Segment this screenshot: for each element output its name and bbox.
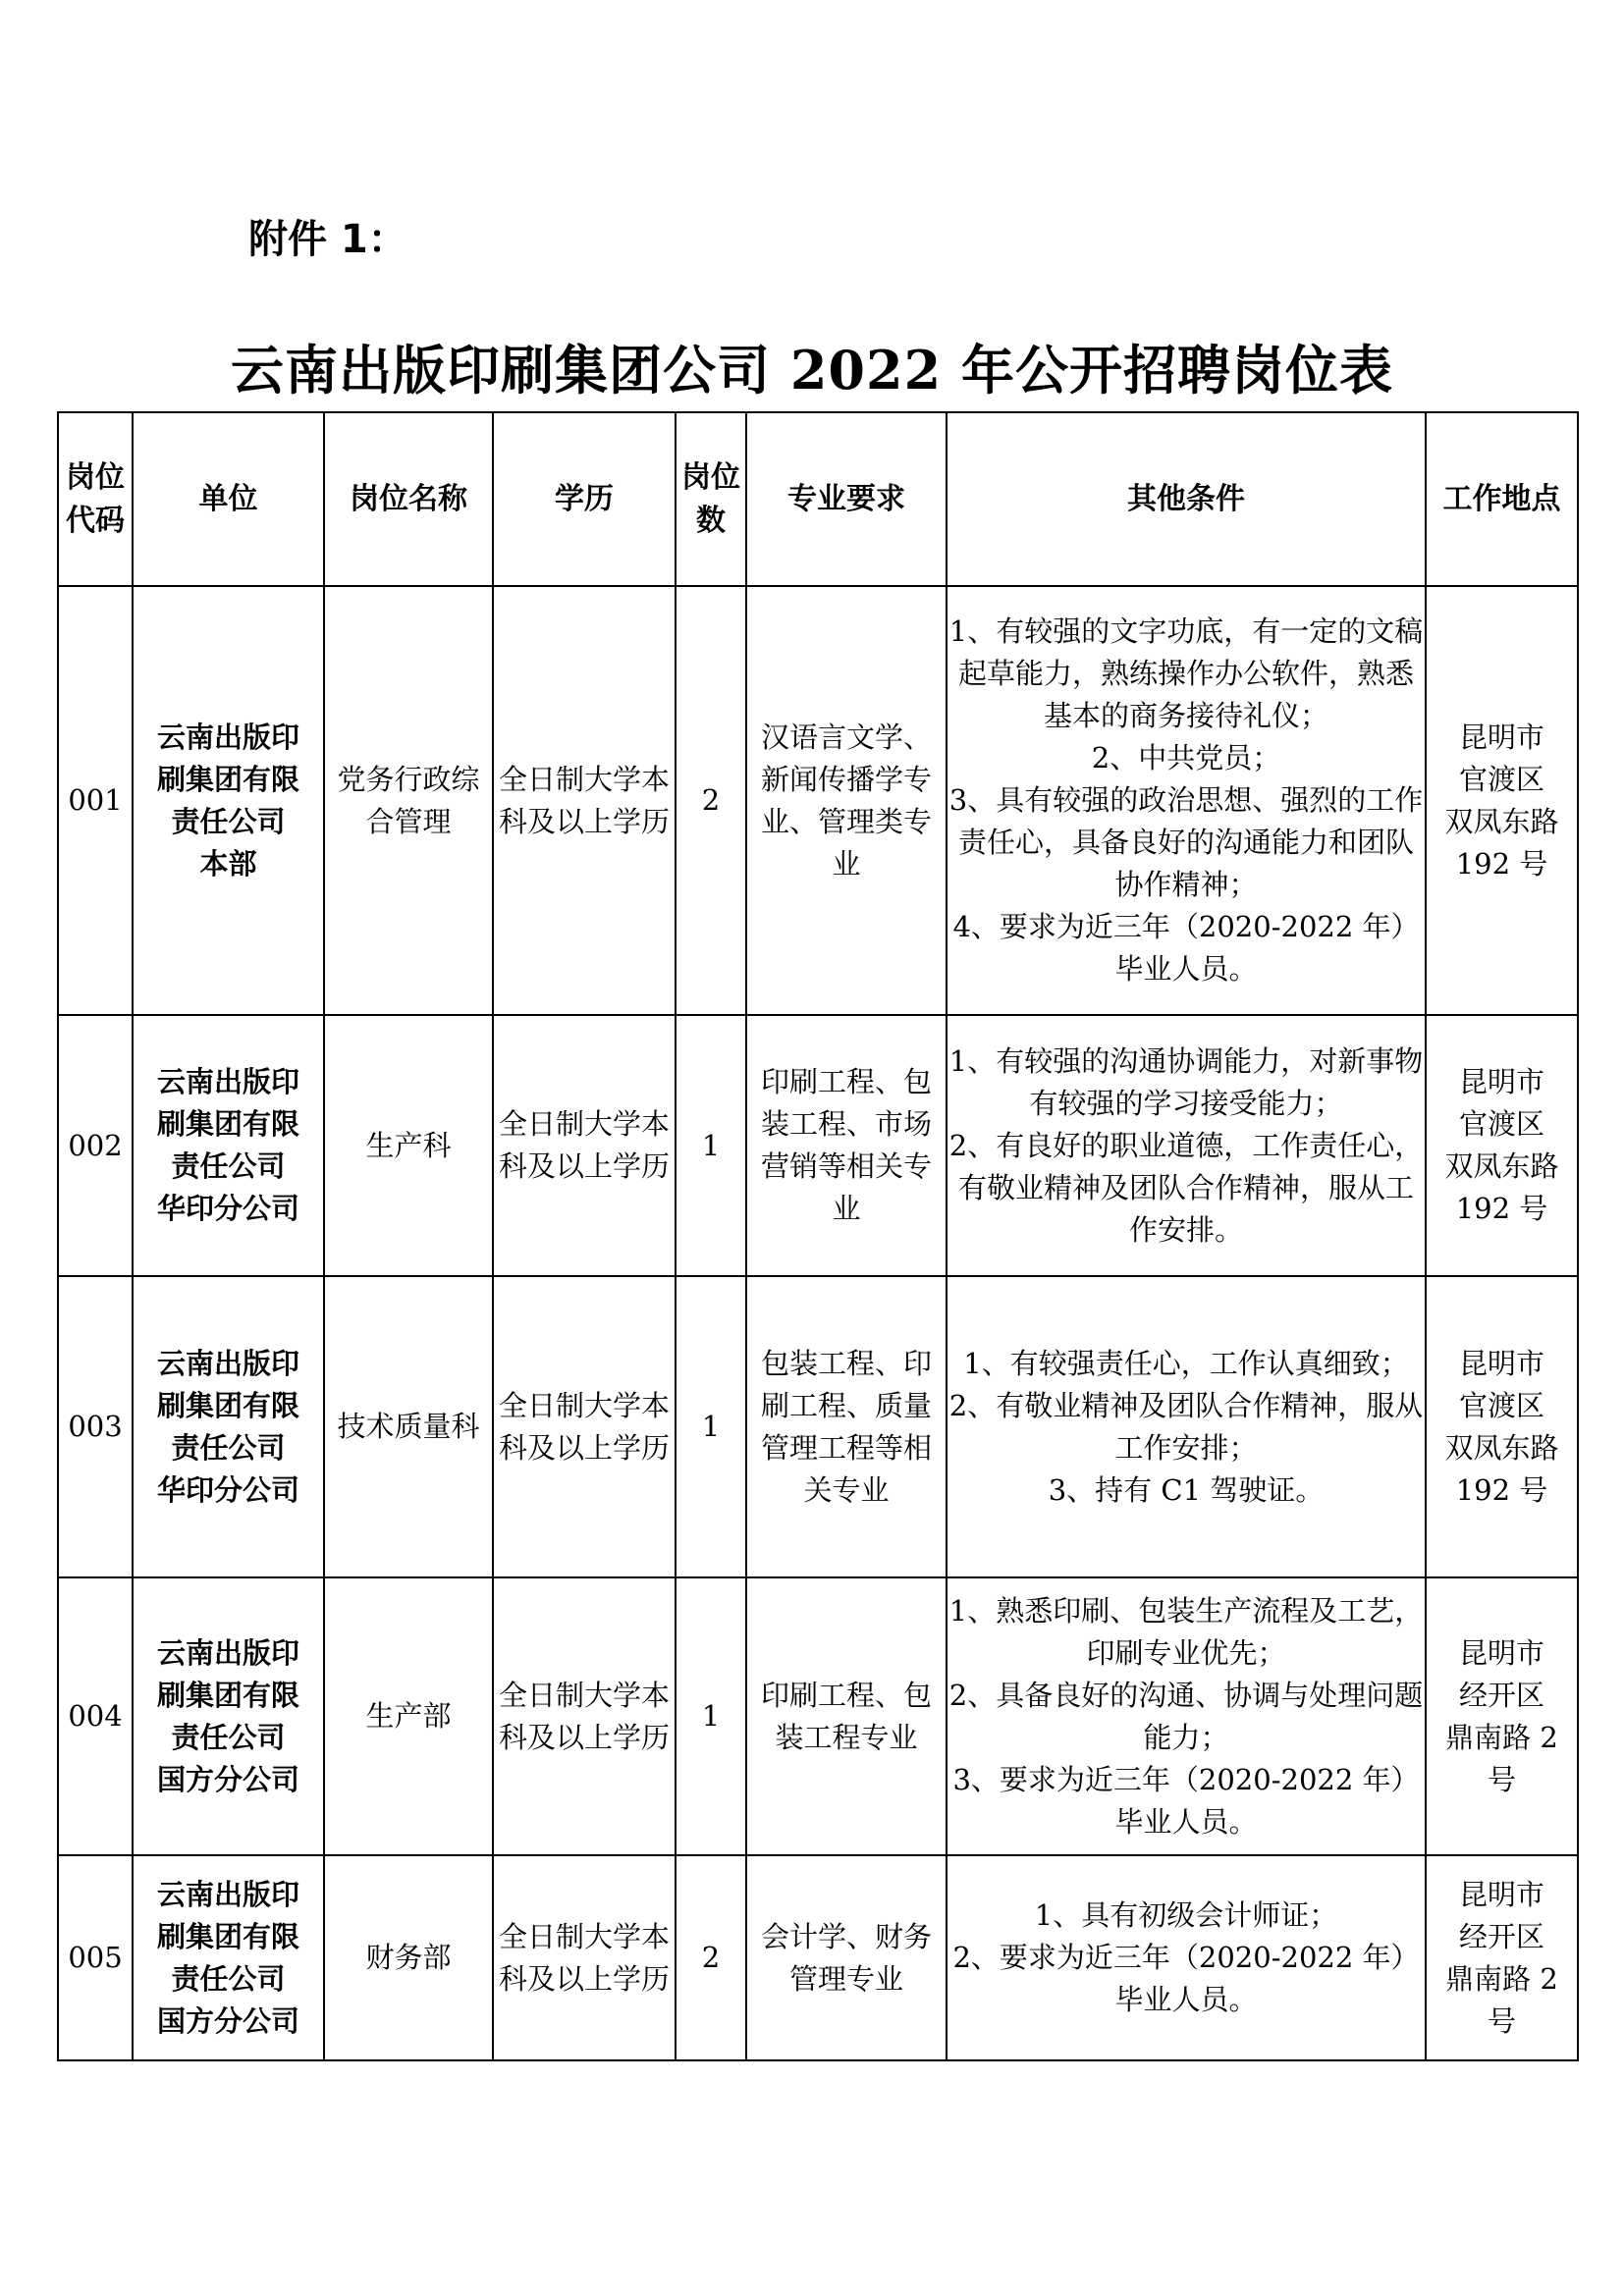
cell-code: 004: [58, 1577, 133, 1855]
cell-other: 1、有较强责任心，工作认真细致； 2、有敬业精神及团队合作精神，服从工作安排； 3、持有 C1 驾驶证。: [947, 1276, 1426, 1577]
cell-major: 包装工程、印刷工程、质量管理工程等相关专业: [746, 1276, 947, 1577]
cell-code: 003: [58, 1276, 133, 1577]
attachment-label: 附件 1：: [248, 217, 407, 262]
table-row: [58, 1855, 1578, 2060]
cell-location: 昆明市 官渡区 双凤东路 192 号: [1426, 1015, 1578, 1276]
document-title: 云南出版印刷集团公司 2022 年公开招聘岗位表: [231, 339, 1393, 401]
cell-position: 党务行政综合管理: [324, 586, 493, 1015]
table-row: [58, 1015, 1578, 1276]
cell-education: 全日制大学本科及以上学历: [493, 1577, 676, 1855]
header-location: 工作地点: [1426, 412, 1578, 586]
cell-location: 昆明市 官渡区 双凤东路 192 号: [1426, 586, 1578, 1015]
cell-count: 2: [676, 1855, 746, 2060]
header-code: 岗位代码: [58, 412, 133, 586]
cell-education: 全日制大学本科及以上学历: [493, 586, 676, 1015]
cell-code: 002: [58, 1015, 133, 1276]
cell-education: 全日制大学本科及以上学历: [493, 1015, 676, 1276]
cell-unit: 云南出版印 刷集团有限 责任公司 国方分公司: [133, 1577, 324, 1855]
cell-count: 1: [676, 1577, 746, 1855]
cell-major: 印刷工程、包装工程、市场营销等相关专业: [746, 1015, 947, 1276]
cell-major: 会计学、财务管理专业: [746, 1855, 947, 2060]
cell-location: 昆明市 经开区 鼎南路 2 号: [1426, 1855, 1578, 2060]
cell-unit: 云南出版印 刷集团有限 责任公司 华印分公司: [133, 1015, 324, 1276]
cell-education: 全日制大学本科及以上学历: [493, 1855, 676, 2060]
cell-location: 昆明市 官渡区 双凤东路 192 号: [1426, 1276, 1578, 1577]
cell-major: 汉语言文学、新闻传播学专业、管理类专业: [746, 586, 947, 1015]
cell-count: 1: [676, 1015, 746, 1276]
header-row: [58, 412, 1578, 586]
table-row: [58, 586, 1578, 1015]
cell-position: 财务部: [324, 1855, 493, 2060]
cell-count: 2: [676, 586, 746, 1015]
cell-position: 生产科: [324, 1015, 493, 1276]
cell-other: 1、具有初级会计师证； 2、要求为近三年（2020-2022 年）毕业人员。: [947, 1855, 1426, 2060]
cell-unit: 云南出版印 刷集团有限 责任公司 华印分公司: [133, 1276, 324, 1577]
cell-major: 印刷工程、包装工程专业: [746, 1577, 947, 1855]
cell-other: 1、有较强的沟通协调能力，对新事物有较强的学习接受能力； 2、有良好的职业道德，工作责任心，有敬业精神及团队合作精神，服从工作安排。: [947, 1015, 1426, 1276]
cell-position: 技术质量科: [324, 1276, 493, 1577]
cell-count: 1: [676, 1276, 746, 1577]
table-row: [58, 1577, 1578, 1855]
job-table: [57, 411, 1579, 2061]
table-row: [58, 1276, 1578, 1577]
cell-other: 1、熟悉印刷、包装生产流程及工艺，印刷专业优先； 2、具备良好的沟通、协调与处理问题能力； 3、要求为近三年（2020-2022 年）毕业人员。: [947, 1577, 1426, 1855]
cell-other: 1、有较强的文字功底，有一定的文稿起草能力，熟练操作办公软件，熟悉基本的商务接待礼仪； 2、中共党员； 3、具有较强的政治思想、强烈的工作责任心，具备良好的沟通能力和团队协作精神； 4、要求为近三年（2020-2022 年）毕业人员。: [947, 586, 1426, 1015]
cell-location: 昆明市 经开区 鼎南路 2 号: [1426, 1577, 1578, 1855]
header-position: 岗位名称: [324, 412, 493, 586]
cell-unit: 云南出版印 刷集团有限 责任公司 国方分公司: [133, 1855, 324, 2060]
header-major: 专业要求: [746, 412, 947, 586]
header-education: 学历: [493, 412, 676, 586]
cell-position: 生产部: [324, 1577, 493, 1855]
header-unit: 单位: [133, 412, 324, 586]
header-count: 岗位数: [676, 412, 746, 586]
cell-unit: 云南出版印 刷集团有限 责任公司 本部: [133, 586, 324, 1015]
cell-code: 005: [58, 1855, 133, 2060]
header-other: 其他条件: [947, 412, 1426, 586]
cell-code: 001: [58, 586, 133, 1015]
cell-education: 全日制大学本科及以上学历: [493, 1276, 676, 1577]
